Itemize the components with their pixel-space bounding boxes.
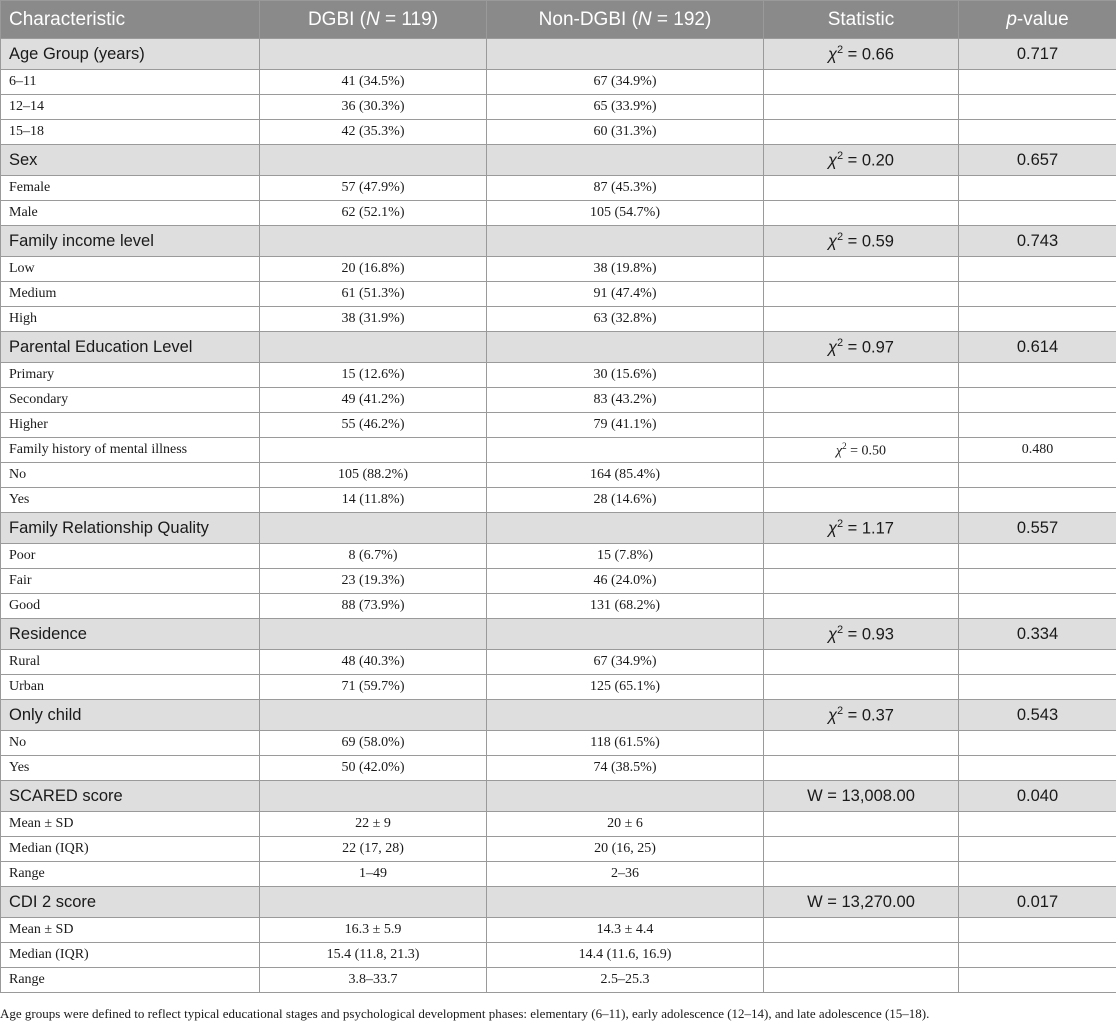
group-header-row bbox=[1, 887, 1116, 918]
group-statistic bbox=[764, 438, 959, 463]
group-p-value: 0.480 bbox=[959, 438, 1116, 463]
group-label: Parental Education Level bbox=[1, 332, 260, 363]
row-label: Primary bbox=[1, 363, 260, 388]
header-p-value: p-value bbox=[959, 1, 1116, 39]
row-label: Poor bbox=[1, 544, 260, 569]
row-p-empty bbox=[959, 918, 1116, 943]
row-dgbi-value: 22 ± 9 bbox=[260, 812, 487, 837]
row-p-empty bbox=[959, 120, 1116, 145]
group-p-value: 0.334 bbox=[959, 619, 1116, 650]
group-statistic bbox=[764, 781, 959, 812]
row-p-empty bbox=[959, 388, 1116, 413]
table-row bbox=[1, 943, 1116, 968]
group-non-dgbi-empty bbox=[487, 438, 764, 463]
statistic-value: = 0.37 bbox=[843, 706, 894, 725]
row-p-empty bbox=[959, 862, 1116, 887]
row-statistic-empty bbox=[764, 413, 959, 438]
group-label: Residence bbox=[1, 619, 260, 650]
group-dgbi-empty bbox=[260, 781, 487, 812]
group-statistic bbox=[764, 332, 959, 363]
row-dgbi-value: 50 (42.0%) bbox=[260, 756, 487, 781]
group-p-value: 0.017 bbox=[959, 887, 1116, 918]
row-statistic-empty bbox=[764, 968, 959, 993]
row-p-empty bbox=[959, 363, 1116, 388]
row-p-empty bbox=[959, 544, 1116, 569]
statistic-value: W = 13,270.00 bbox=[807, 892, 915, 911]
group-p-value: 0.717 bbox=[959, 39, 1116, 70]
row-dgbi-value: 38 (31.9%) bbox=[260, 307, 487, 332]
table-row bbox=[1, 463, 1116, 488]
group-label: Family Relationship Quality bbox=[1, 513, 260, 544]
row-label: Female bbox=[1, 176, 260, 201]
row-dgbi-value: 88 (73.9%) bbox=[260, 594, 487, 619]
header-statistic: Statistic bbox=[764, 1, 959, 39]
row-non-dgbi-value: 91 (47.4%) bbox=[487, 282, 764, 307]
row-non-dgbi-value: 15 (7.8%) bbox=[487, 544, 764, 569]
row-statistic-empty bbox=[764, 918, 959, 943]
group-non-dgbi-empty bbox=[487, 39, 764, 70]
group-non-dgbi-empty bbox=[487, 513, 764, 544]
table-row bbox=[1, 363, 1116, 388]
row-dgbi-value: 1–49 bbox=[260, 862, 487, 887]
row-dgbi-value: 62 (52.1%) bbox=[260, 201, 487, 226]
statistic-value: = 0.59 bbox=[843, 232, 894, 251]
group-dgbi-empty bbox=[260, 700, 487, 731]
statistic-symbol: χ bbox=[828, 151, 838, 170]
row-p-empty bbox=[959, 569, 1116, 594]
row-non-dgbi-value: 14.3 ± 4.4 bbox=[487, 918, 764, 943]
row-label: Male bbox=[1, 201, 260, 226]
table-footnote: Age groups were defined to reflect typical educational stages and psychological development phases: elementary (6–11), early adolescence (12–14), and late adolescence (15–18). bbox=[0, 1006, 930, 1021]
row-non-dgbi-value: 87 (45.3%) bbox=[487, 176, 764, 201]
group-non-dgbi-empty bbox=[487, 226, 764, 257]
table-row bbox=[1, 413, 1116, 438]
group-dgbi-empty bbox=[260, 145, 487, 176]
statistic-value: = 0.93 bbox=[843, 625, 894, 644]
table-row bbox=[1, 70, 1116, 95]
statistic-value: = 0.20 bbox=[843, 151, 894, 170]
group-dgbi-empty bbox=[260, 39, 487, 70]
row-p-empty bbox=[959, 837, 1116, 862]
row-dgbi-value: 105 (88.2%) bbox=[260, 463, 487, 488]
row-statistic-empty bbox=[764, 488, 959, 513]
row-non-dgbi-value: 20 (16, 25) bbox=[487, 837, 764, 862]
row-non-dgbi-value: 83 (43.2%) bbox=[487, 388, 764, 413]
row-p-empty bbox=[959, 594, 1116, 619]
group-p-value: 0.614 bbox=[959, 332, 1116, 363]
row-dgbi-value: 42 (35.3%) bbox=[260, 120, 487, 145]
table-row bbox=[1, 95, 1116, 120]
row-p-empty bbox=[959, 413, 1116, 438]
table-row bbox=[1, 388, 1116, 413]
row-p-empty bbox=[959, 731, 1116, 756]
row-label: 15–18 bbox=[1, 120, 260, 145]
row-statistic-empty bbox=[764, 95, 959, 120]
group-non-dgbi-empty bbox=[487, 700, 764, 731]
group-statistic bbox=[764, 619, 959, 650]
row-statistic-empty bbox=[764, 70, 959, 95]
statistic-symbol: χ bbox=[828, 706, 838, 725]
row-non-dgbi-value: 38 (19.8%) bbox=[487, 257, 764, 282]
row-non-dgbi-value: 79 (41.1%) bbox=[487, 413, 764, 438]
row-non-dgbi-value: 131 (68.2%) bbox=[487, 594, 764, 619]
group-label: SCARED score bbox=[1, 781, 260, 812]
table-row bbox=[1, 282, 1116, 307]
group-non-dgbi-empty bbox=[487, 145, 764, 176]
table-row bbox=[1, 201, 1116, 226]
group-dgbi-empty bbox=[260, 619, 487, 650]
row-label: Range bbox=[1, 862, 260, 887]
row-dgbi-value: 61 (51.3%) bbox=[260, 282, 487, 307]
statistic-symbol: χ bbox=[835, 443, 843, 459]
statistic-symbol: χ bbox=[828, 45, 838, 64]
group-non-dgbi-empty bbox=[487, 781, 764, 812]
group-dgbi-empty bbox=[260, 438, 487, 463]
row-statistic-empty bbox=[764, 943, 959, 968]
row-dgbi-value: 69 (58.0%) bbox=[260, 731, 487, 756]
group-non-dgbi-empty bbox=[487, 619, 764, 650]
row-label: Median (IQR) bbox=[1, 943, 260, 968]
table-row bbox=[1, 918, 1116, 943]
statistic-superscript: 2 bbox=[837, 704, 844, 717]
row-p-empty bbox=[959, 257, 1116, 282]
group-statistic bbox=[764, 700, 959, 731]
table-row bbox=[1, 862, 1116, 887]
group-statistic bbox=[764, 513, 959, 544]
row-non-dgbi-value: 118 (61.5%) bbox=[487, 731, 764, 756]
statistic-superscript: 2 bbox=[837, 43, 844, 56]
row-p-empty bbox=[959, 176, 1116, 201]
row-p-empty bbox=[959, 650, 1116, 675]
group-p-value: 0.743 bbox=[959, 226, 1116, 257]
row-dgbi-value: 41 (34.5%) bbox=[260, 70, 487, 95]
row-non-dgbi-value: 46 (24.0%) bbox=[487, 569, 764, 594]
group-label: Sex bbox=[1, 145, 260, 176]
group-header-row bbox=[1, 619, 1116, 650]
row-statistic-empty bbox=[764, 675, 959, 700]
table-row bbox=[1, 594, 1116, 619]
table-row bbox=[1, 176, 1116, 201]
row-dgbi-value: 16.3 ± 5.9 bbox=[260, 918, 487, 943]
row-statistic-empty bbox=[764, 756, 959, 781]
row-dgbi-value: 55 (46.2%) bbox=[260, 413, 487, 438]
row-dgbi-value: 22 (17, 28) bbox=[260, 837, 487, 862]
statistic-superscript: 2 bbox=[837, 517, 844, 530]
row-non-dgbi-value: 65 (33.9%) bbox=[487, 95, 764, 120]
row-non-dgbi-value: 67 (34.9%) bbox=[487, 650, 764, 675]
row-p-empty bbox=[959, 675, 1116, 700]
statistic-superscript: 2 bbox=[837, 623, 844, 636]
group-p-value: 0.657 bbox=[959, 145, 1116, 176]
table-row bbox=[1, 650, 1116, 675]
row-label: High bbox=[1, 307, 260, 332]
group-dgbi-empty bbox=[260, 226, 487, 257]
group-label: Age Group (years) bbox=[1, 39, 260, 70]
group-header-row bbox=[1, 513, 1116, 544]
table-row bbox=[1, 544, 1116, 569]
row-statistic-empty bbox=[764, 282, 959, 307]
table-row bbox=[1, 257, 1116, 282]
row-dgbi-value: 49 (41.2%) bbox=[260, 388, 487, 413]
row-p-empty bbox=[959, 812, 1116, 837]
row-non-dgbi-value: 125 (65.1%) bbox=[487, 675, 764, 700]
row-dgbi-value: 15.4 (11.8, 21.3) bbox=[260, 943, 487, 968]
statistic-value: = 0.50 bbox=[846, 443, 887, 459]
row-label: Secondary bbox=[1, 388, 260, 413]
row-statistic-empty bbox=[764, 176, 959, 201]
row-statistic-empty bbox=[764, 120, 959, 145]
statistic-value: = 0.66 bbox=[843, 45, 894, 64]
statistic-superscript: 2 bbox=[837, 149, 844, 162]
group-statistic bbox=[764, 145, 959, 176]
row-non-dgbi-value: 2–36 bbox=[487, 862, 764, 887]
row-p-empty bbox=[959, 282, 1116, 307]
row-p-empty bbox=[959, 70, 1116, 95]
row-p-empty bbox=[959, 463, 1116, 488]
table-header-row bbox=[1, 1, 1116, 39]
statistic-value: W = 13,008.00 bbox=[807, 786, 915, 805]
row-statistic-empty bbox=[764, 257, 959, 282]
statistic-value: = 1.17 bbox=[843, 519, 894, 538]
row-statistic-empty bbox=[764, 650, 959, 675]
row-dgbi-value: 15 (12.6%) bbox=[260, 363, 487, 388]
row-statistic-empty bbox=[764, 862, 959, 887]
row-p-empty bbox=[959, 756, 1116, 781]
row-label: No bbox=[1, 463, 260, 488]
row-label: Good bbox=[1, 594, 260, 619]
group-dgbi-empty bbox=[260, 887, 487, 918]
group-header-row bbox=[1, 700, 1116, 731]
row-statistic-empty bbox=[764, 837, 959, 862]
row-label: Urban bbox=[1, 675, 260, 700]
group-header-row bbox=[1, 39, 1116, 70]
row-label: Medium bbox=[1, 282, 260, 307]
row-label: Median (IQR) bbox=[1, 837, 260, 862]
group-label: Family income level bbox=[1, 226, 260, 257]
row-statistic-empty bbox=[764, 363, 959, 388]
group-non-dgbi-empty bbox=[487, 332, 764, 363]
table-row bbox=[1, 837, 1116, 862]
group-non-dgbi-empty bbox=[487, 887, 764, 918]
row-non-dgbi-value: 67 (34.9%) bbox=[487, 70, 764, 95]
statistic-symbol: χ bbox=[828, 232, 838, 251]
group-dgbi-empty bbox=[260, 513, 487, 544]
table-row bbox=[1, 488, 1116, 513]
group-header-row bbox=[1, 781, 1116, 812]
row-statistic-empty bbox=[764, 544, 959, 569]
row-p-empty bbox=[959, 488, 1116, 513]
group-p-value: 0.543 bbox=[959, 700, 1116, 731]
table-row bbox=[1, 968, 1116, 993]
row-p-empty bbox=[959, 943, 1116, 968]
table-row bbox=[1, 120, 1116, 145]
row-label: Range bbox=[1, 968, 260, 993]
table-row bbox=[1, 307, 1116, 332]
row-label: Fair bbox=[1, 569, 260, 594]
row-non-dgbi-value: 105 (54.7%) bbox=[487, 201, 764, 226]
row-p-empty bbox=[959, 95, 1116, 120]
row-non-dgbi-value: 30 (15.6%) bbox=[487, 363, 764, 388]
group-header-row bbox=[1, 145, 1116, 176]
row-non-dgbi-value: 20 ± 6 bbox=[487, 812, 764, 837]
row-non-dgbi-value: 63 (32.8%) bbox=[487, 307, 764, 332]
statistic-superscript: 2 bbox=[837, 336, 844, 349]
group-statistic bbox=[764, 226, 959, 257]
table-row bbox=[1, 675, 1116, 700]
row-dgbi-value: 36 (30.3%) bbox=[260, 95, 487, 120]
row-label: Yes bbox=[1, 488, 260, 513]
row-non-dgbi-value: 28 (14.6%) bbox=[487, 488, 764, 513]
row-statistic-empty bbox=[764, 594, 959, 619]
row-statistic-empty bbox=[764, 731, 959, 756]
row-p-empty bbox=[959, 307, 1116, 332]
header-characteristic: Characteristic bbox=[1, 1, 260, 39]
row-label: Mean ± SD bbox=[1, 812, 260, 837]
row-dgbi-value: 23 (19.3%) bbox=[260, 569, 487, 594]
row-label: 12–14 bbox=[1, 95, 260, 120]
header-dgbi: DGBI (N = 119) bbox=[260, 1, 487, 39]
header-non-dgbi: Non-DGBI (N = 192) bbox=[487, 1, 764, 39]
row-non-dgbi-value: 14.4 (11.6, 16.9) bbox=[487, 943, 764, 968]
row-label: Higher bbox=[1, 413, 260, 438]
row-statistic-empty bbox=[764, 201, 959, 226]
row-non-dgbi-value: 60 (31.3%) bbox=[487, 120, 764, 145]
group-header-row bbox=[1, 226, 1116, 257]
statistic-symbol: χ bbox=[828, 625, 838, 644]
group-header-row bbox=[1, 332, 1116, 363]
group-header-row bbox=[1, 438, 1116, 463]
group-p-value: 0.557 bbox=[959, 513, 1116, 544]
row-p-empty bbox=[959, 201, 1116, 226]
row-dgbi-value: 71 (59.7%) bbox=[260, 675, 487, 700]
table-row bbox=[1, 569, 1116, 594]
table-row bbox=[1, 812, 1116, 837]
row-label: Mean ± SD bbox=[1, 918, 260, 943]
row-statistic-empty bbox=[764, 463, 959, 488]
group-label: Only child bbox=[1, 700, 260, 731]
row-non-dgbi-value: 164 (85.4%) bbox=[487, 463, 764, 488]
statistic-symbol: χ bbox=[828, 519, 838, 538]
row-statistic-empty bbox=[764, 307, 959, 332]
row-label: No bbox=[1, 731, 260, 756]
row-label: Yes bbox=[1, 756, 260, 781]
row-non-dgbi-value: 74 (38.5%) bbox=[487, 756, 764, 781]
table-row bbox=[1, 756, 1116, 781]
row-statistic-empty bbox=[764, 388, 959, 413]
row-statistic-empty bbox=[764, 569, 959, 594]
row-p-empty bbox=[959, 968, 1116, 993]
statistic-value: = 0.97 bbox=[843, 338, 894, 357]
group-statistic bbox=[764, 39, 959, 70]
group-p-value: 0.040 bbox=[959, 781, 1116, 812]
statistic-symbol: χ bbox=[828, 338, 838, 357]
table-row bbox=[1, 731, 1116, 756]
group-dgbi-empty bbox=[260, 332, 487, 363]
row-non-dgbi-value: 2.5–25.3 bbox=[487, 968, 764, 993]
row-label: Low bbox=[1, 257, 260, 282]
row-dgbi-value: 3.8–33.7 bbox=[260, 968, 487, 993]
row-dgbi-value: 48 (40.3%) bbox=[260, 650, 487, 675]
row-dgbi-value: 14 (11.8%) bbox=[260, 488, 487, 513]
row-label: Rural bbox=[1, 650, 260, 675]
group-label: Family history of mental illness bbox=[1, 438, 260, 463]
row-dgbi-value: 8 (6.7%) bbox=[260, 544, 487, 569]
row-dgbi-value: 20 (16.8%) bbox=[260, 257, 487, 282]
row-label: 6–11 bbox=[1, 70, 260, 95]
group-label: CDI 2 score bbox=[1, 887, 260, 918]
statistic-superscript: 2 bbox=[837, 230, 844, 243]
row-dgbi-value: 57 (47.9%) bbox=[260, 176, 487, 201]
statistic-superscript: 2 bbox=[842, 440, 847, 451]
row-statistic-empty bbox=[764, 812, 959, 837]
group-statistic bbox=[764, 887, 959, 918]
